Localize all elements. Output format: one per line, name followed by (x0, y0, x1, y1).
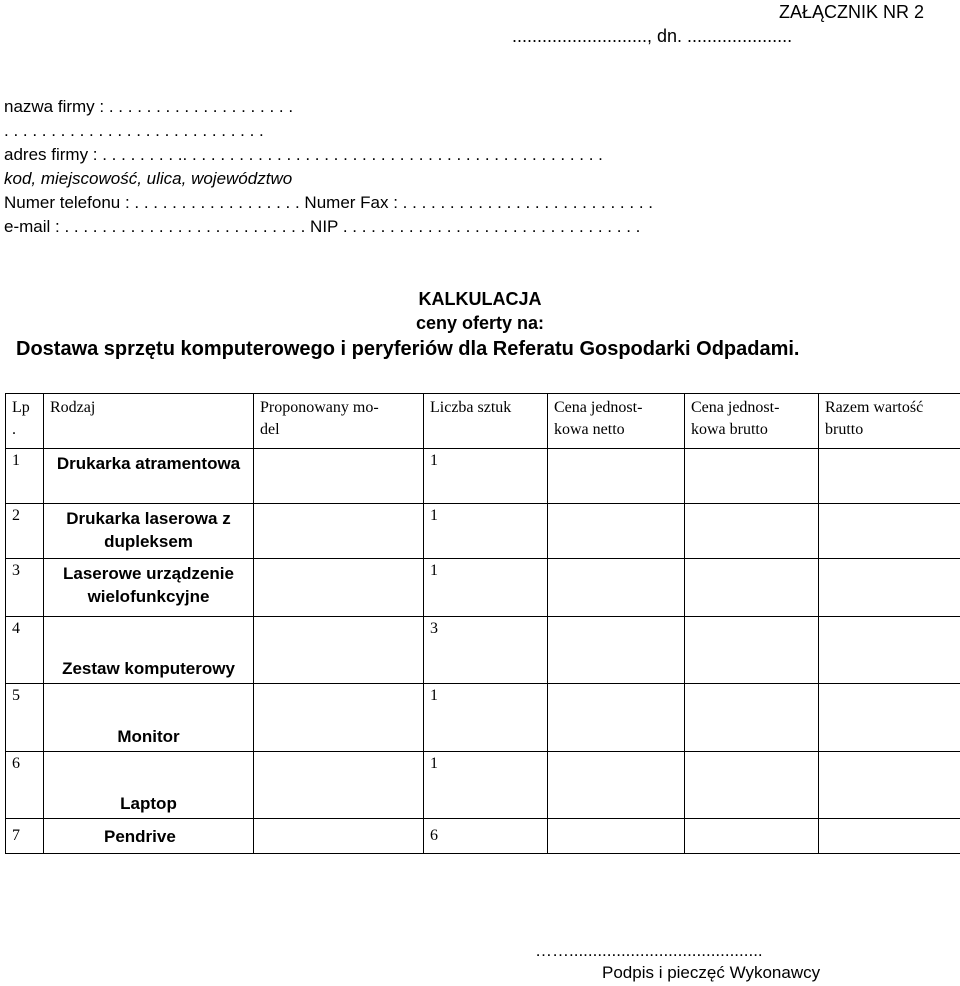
row-name: Laserowe urządzenie wielofunkcyjne (44, 559, 254, 617)
row-lp: 7 (6, 819, 44, 854)
row-lp: 4 (6, 617, 44, 684)
document-title: KALKULACJA (418, 289, 542, 309)
row-netto-cell[interactable] (548, 559, 685, 617)
row-brutto-cell[interactable] (685, 559, 819, 617)
phone-fax-line: Numer telefonu : . . . . . . . . . . . . . . . . . . Numer Fax : . . . . . . . . . . . . . . . . . . . . . . . . . . . (4, 193, 653, 212)
date-line: ..........................., dn. ..................... (512, 26, 793, 46)
row-netto-cell[interactable] (548, 504, 685, 559)
signature-dots: ……......................................... (535, 941, 763, 960)
row-model-cell[interactable] (254, 449, 424, 504)
row-total-cell[interactable] (819, 684, 960, 752)
row-qty: 1 (424, 752, 548, 819)
row-lp: 5 (6, 684, 44, 752)
row-netto-cell[interactable] (548, 684, 685, 752)
header-rodzaj: Rodzaj (44, 394, 254, 449)
attachment-label: ZAŁĄCZNIK NR 2 (779, 2, 925, 22)
row-total-cell[interactable] (819, 449, 960, 504)
row-total-cell[interactable] (819, 752, 960, 819)
table-row (6, 684, 960, 752)
table-row (6, 819, 960, 854)
header-lp: Lp . (6, 394, 44, 449)
row-name: Zestaw komputerowy (44, 617, 254, 684)
company-name-line: nazwa firmy : . . . . . . . . . . . . . . . . . . . . (4, 97, 294, 116)
row-model-cell[interactable] (254, 559, 424, 617)
row-netto-cell[interactable] (548, 449, 685, 504)
company-address-line: adres firmy : . . . . . . . . .. . . . . . . . . . . . . . . . . . . . . . . . . . . . . . . . . . . . . . . . . . . . . (4, 145, 603, 164)
header-model: Proponowany mo- del (254, 394, 424, 449)
row-qty: 3 (424, 617, 548, 684)
row-lp: 6 (6, 752, 44, 819)
row-name: Drukarka laserowa z dupleksem (44, 504, 254, 559)
table-row (6, 504, 960, 559)
signature-label: Podpis i pieczęć Wykonawcy (602, 963, 821, 982)
row-lp: 3 (6, 559, 44, 617)
row-lp: 1 (6, 449, 44, 504)
document-subject: Dostawa sprzętu komputerowego i peryferiów dla Referatu Gospodarki Odpadami. (16, 338, 800, 360)
table-row (6, 559, 960, 617)
document-subtitle: ceny oferty na: (415, 313, 545, 333)
row-netto-cell[interactable] (548, 617, 685, 684)
header-brutto: Cena jednost- kowa brutto (685, 394, 819, 449)
address-hint: kod, miejscowość, ulica, województwo (4, 169, 293, 188)
row-brutto-cell[interactable] (685, 684, 819, 752)
company-name-line-2: . . . . . . . . . . . . . . . . . . . . . . . . . . . . (4, 121, 264, 140)
row-qty: 1 (424, 559, 548, 617)
header-total: Razem wartość brutto (819, 394, 960, 449)
row-qty: 1 (424, 684, 548, 752)
table-header-row (6, 394, 960, 449)
header-qty: Liczba sztuk (424, 394, 548, 449)
row-name: Drukarka atramentowa (44, 449, 254, 504)
email-nip-line: e-mail : . . . . . . . . . . . . . . . . . . . . . . . . . . NIP . . . . . . . . . . . . . . . . . . . . . . . . . . . . . . . . (4, 217, 641, 236)
row-total-cell[interactable] (819, 819, 960, 854)
row-brutto-cell[interactable] (685, 449, 819, 504)
row-brutto-cell[interactable] (685, 752, 819, 819)
row-lp: 2 (6, 504, 44, 559)
table-row (6, 617, 960, 684)
row-netto-cell[interactable] (548, 752, 685, 819)
row-brutto-cell[interactable] (685, 617, 819, 684)
row-total-cell[interactable] (819, 617, 960, 684)
row-model-cell[interactable] (254, 819, 424, 854)
header-netto: Cena jednost- kowa netto (548, 394, 685, 449)
row-total-cell[interactable] (819, 559, 960, 617)
row-qty: 1 (424, 449, 548, 504)
row-name: Monitor (44, 684, 254, 752)
row-name: Pendrive (44, 819, 254, 854)
row-brutto-cell[interactable] (685, 504, 819, 559)
table-row (6, 449, 960, 504)
row-name: Laptop (44, 752, 254, 819)
table-row (6, 752, 960, 819)
row-netto-cell[interactable] (548, 819, 685, 854)
row-model-cell[interactable] (254, 752, 424, 819)
row-model-cell[interactable] (254, 617, 424, 684)
row-qty: 1 (424, 504, 548, 559)
calculation-table (5, 393, 960, 854)
row-qty: 6 (424, 819, 548, 854)
row-model-cell[interactable] (254, 504, 424, 559)
row-total-cell[interactable] (819, 504, 960, 559)
row-brutto-cell[interactable] (685, 819, 819, 854)
row-model-cell[interactable] (254, 684, 424, 752)
